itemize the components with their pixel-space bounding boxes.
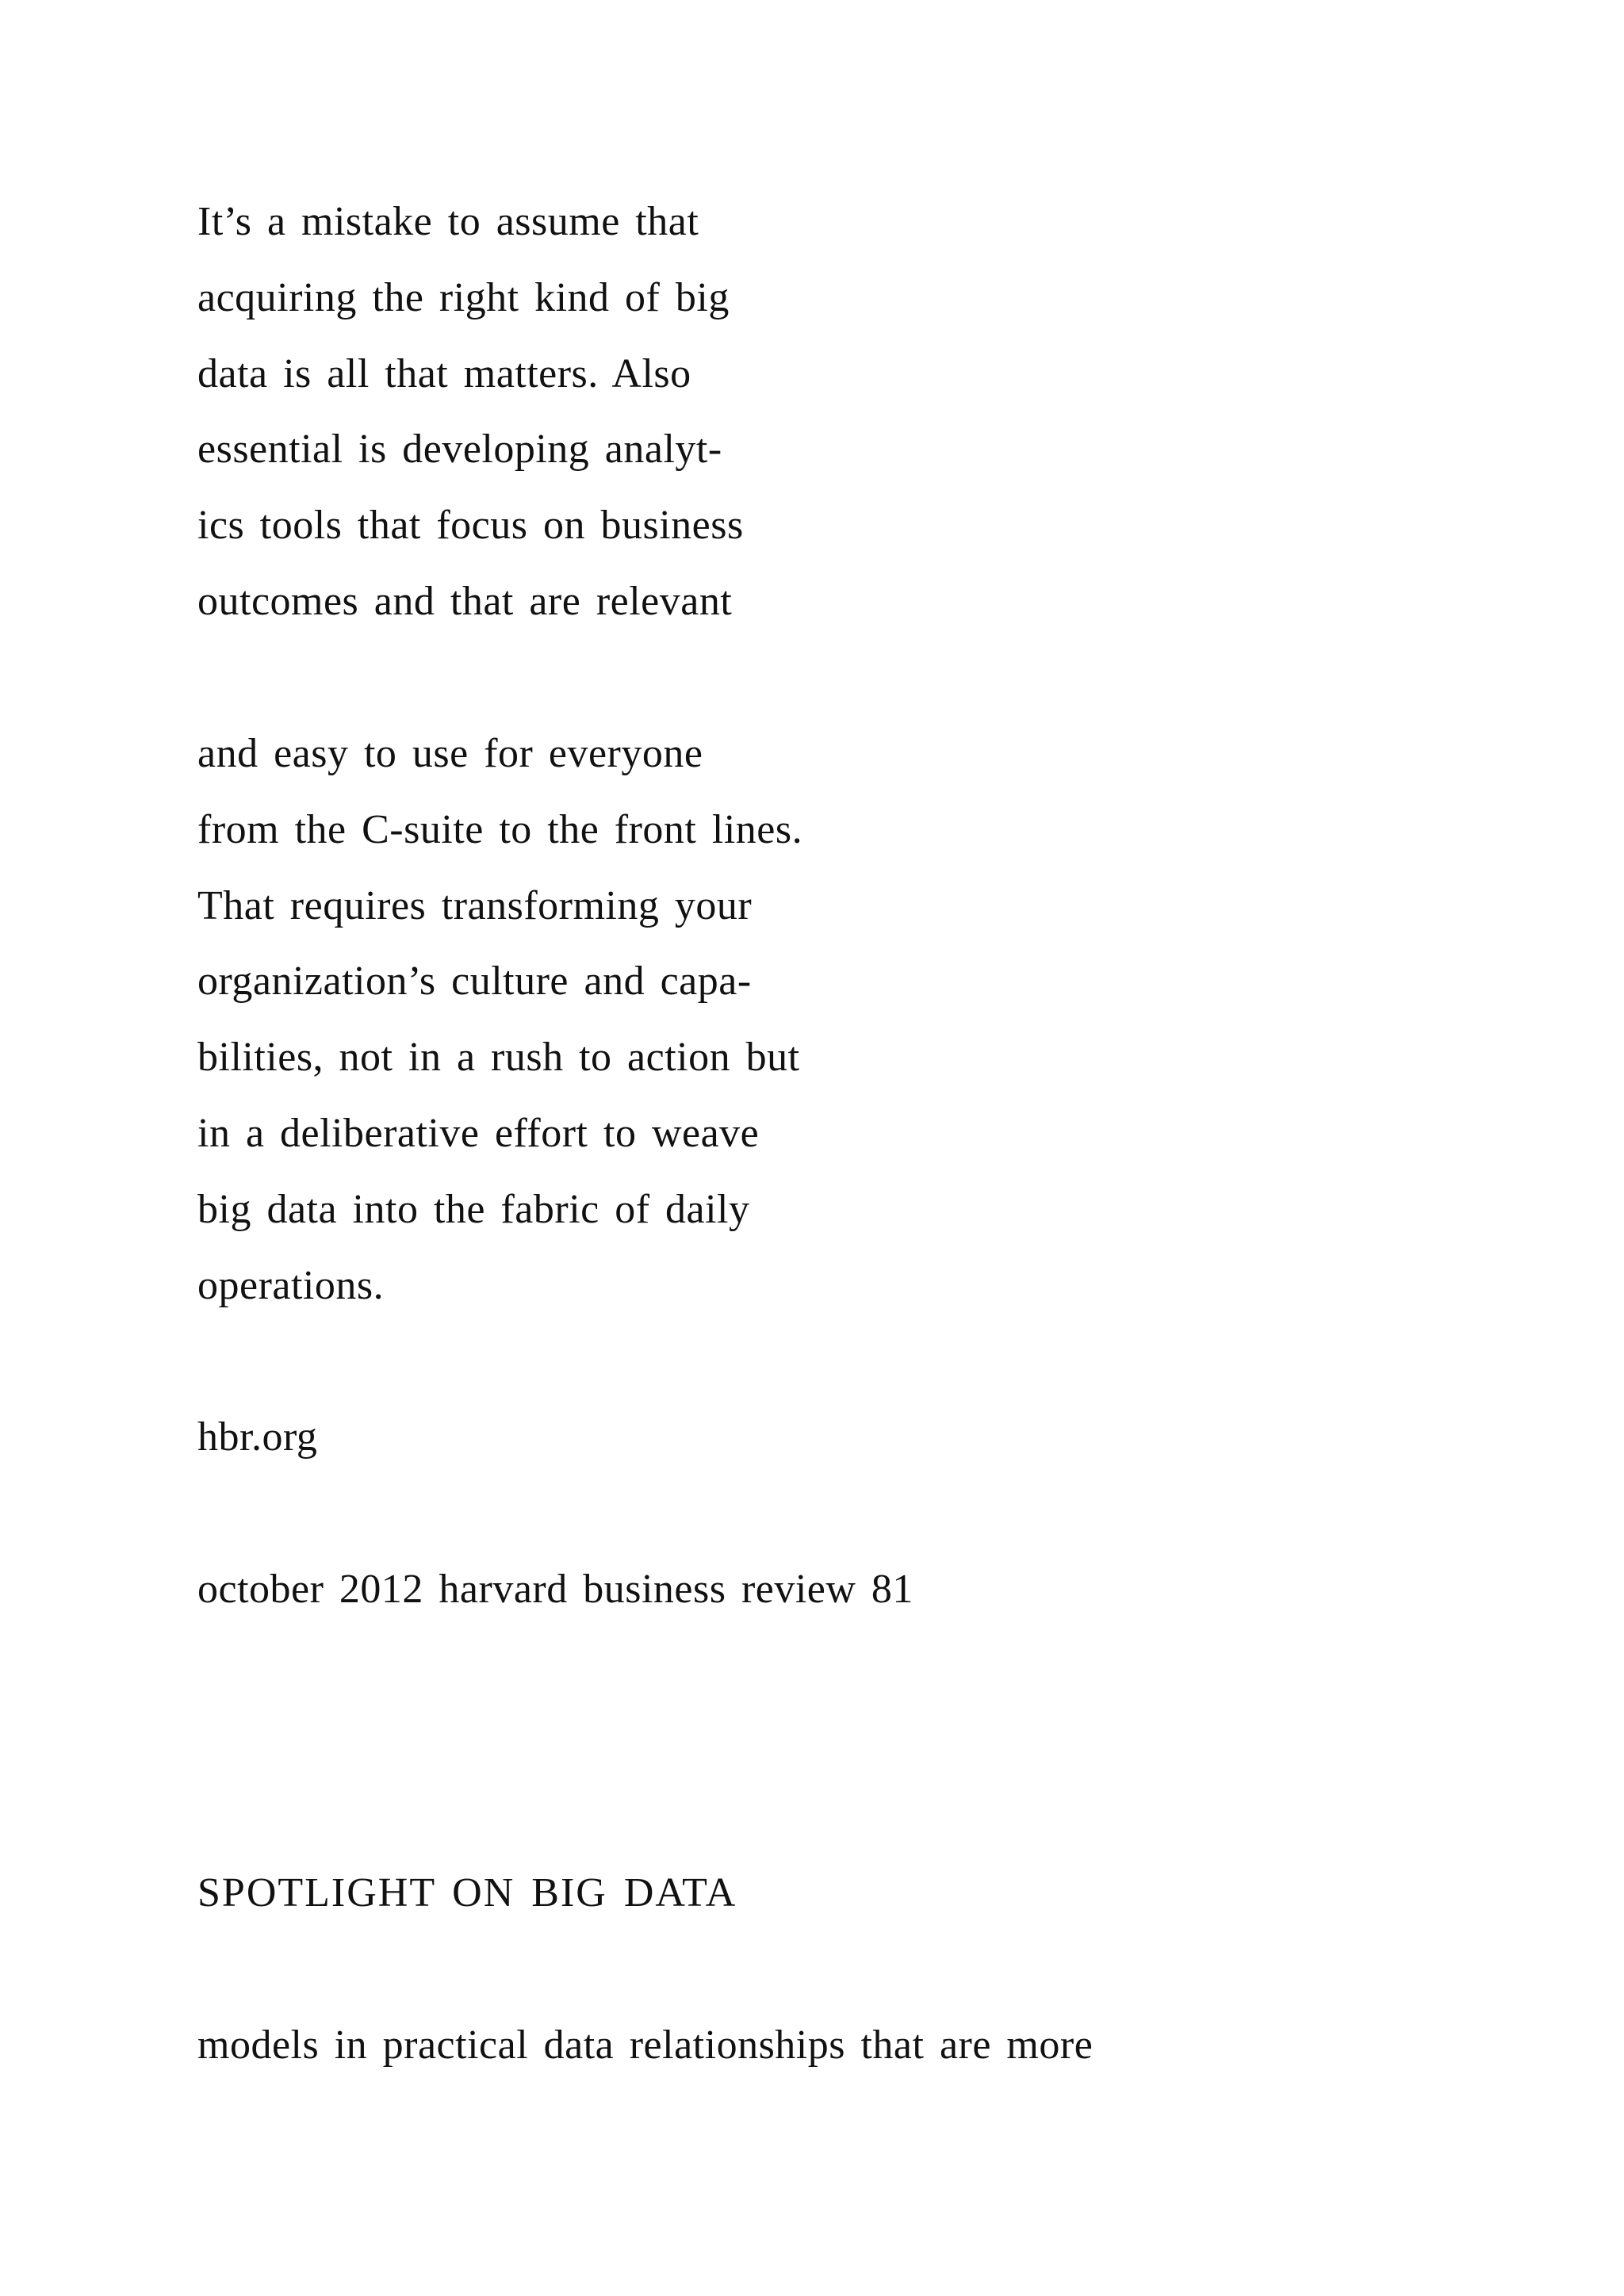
- paragraph-2-line-3: That requires transforming your: [197, 883, 753, 928]
- paragraph-1-line-2: acquiring the right kind of big: [197, 275, 730, 320]
- website-url: hbr.org: [197, 1414, 318, 1460]
- paragraph-2-line-2: from the C-suite to the front lines.: [197, 807, 803, 852]
- paragraph-1-line-6: outcomes and that are relevant: [197, 579, 733, 624]
- section-heading: SPOTLIGHT ON BIG DATA: [197, 1870, 737, 1915]
- paragraph-2-line-4: organization’s culture and capa-: [197, 959, 752, 1004]
- paragraph-1-line-1: It’s a mistake to assume that: [197, 199, 699, 244]
- paragraph-2-line-5: bilities, not in a rush to action but: [197, 1035, 800, 1080]
- paragraph-2-line-8: operations.: [197, 1263, 385, 1308]
- paragraph-2-line-1: and easy to use for everyone: [197, 731, 703, 776]
- continuation-line: models in practical data relationships that are more: [197, 2022, 1094, 2068]
- paragraph-2-line-6: in a deliberative effort to weave: [197, 1111, 760, 1156]
- paragraph-2-line-7: big data into the fabric of daily: [197, 1187, 750, 1232]
- page-footer: october 2012 harvard business review 81: [197, 1567, 914, 1612]
- paragraph-1-line-4: essential is developing analyt-: [197, 427, 722, 472]
- paragraph-1-line-5: ics tools that focus on business: [197, 503, 744, 548]
- paragraph-1-line-3: data is all that matters. Also: [197, 351, 691, 396]
